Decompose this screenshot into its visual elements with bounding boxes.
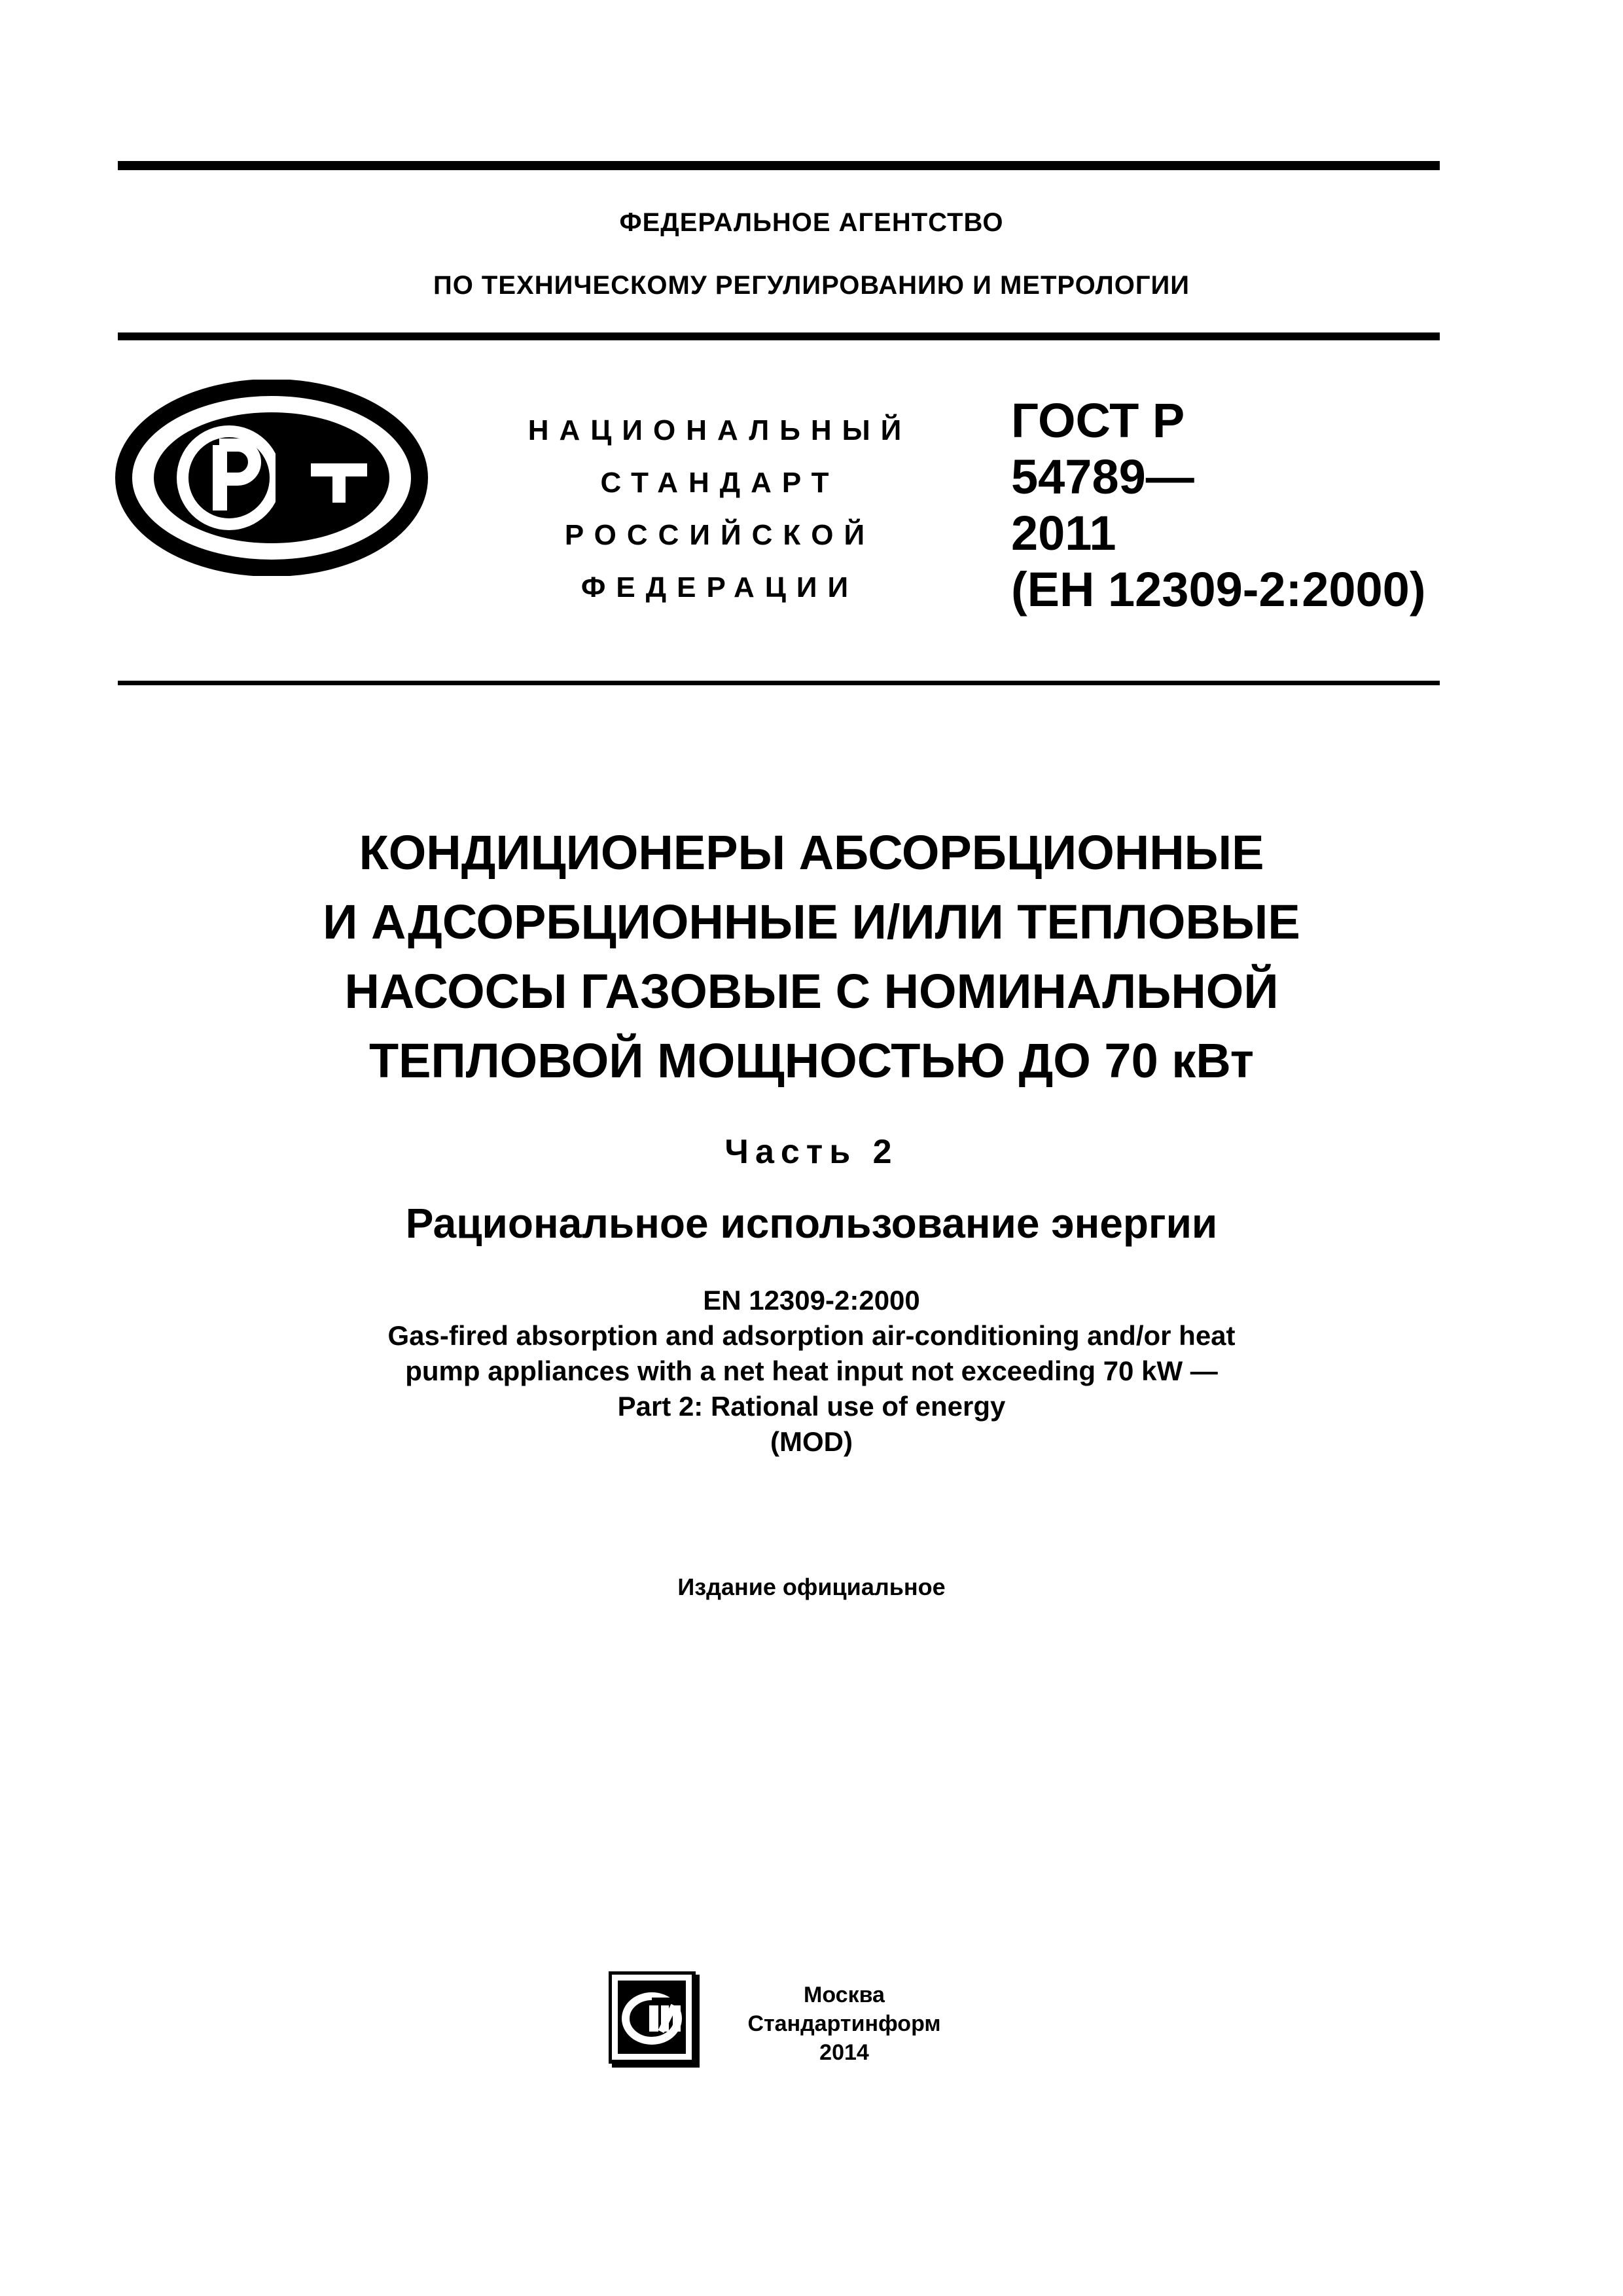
national-line-4: ФЕДЕРАЦИИ — [580, 571, 859, 603]
header-rule — [118, 332, 1440, 340]
en-line-2: Gas-fired absorption and adsorption air-conditioning and/or heat — [387, 1320, 1236, 1351]
publisher-city: Москва — [804, 1982, 885, 2007]
publisher-year: 2014 — [819, 2040, 869, 2065]
document-title — [0, 818, 1623, 1096]
title-line-1: КОНДИЦИОНЕРЫ АБСОРБЦИОННЫЕ — [359, 825, 1264, 880]
national-line-2: СТАНДАРТ — [600, 467, 840, 499]
part-label: Часть 2 — [724, 1133, 899, 1171]
en-reference — [0, 1283, 1623, 1460]
en-line-3: pump appliances with a net heat input not exceeding 70 kW — — [405, 1355, 1218, 1386]
stinform-logo-icon — [609, 1971, 700, 2068]
gost-line-1: ГОСТ Р — [1011, 393, 1185, 448]
en-line-4: Part 2: Rational use of energy — [617, 1391, 1006, 1422]
en-line-5: (MOD) — [770, 1426, 853, 1457]
title-line-4: ТЕПЛОВОЙ МОЩНОСТЬЮ ДО 70 кВт — [368, 1033, 1255, 1088]
document-subtitle: Рациональное использование энергии — [405, 1200, 1218, 1247]
edition-label: Издание официальное — [677, 1573, 946, 1600]
gost-line-4: (ЕН 12309-2:2000) — [1011, 562, 1426, 617]
national-line-1: НАЦИОНАЛЬНЫЙ — [527, 414, 912, 446]
gost-line-3: 2011 — [1011, 506, 1116, 560]
gost-designation — [1011, 393, 1425, 618]
national-standard-label — [484, 404, 955, 614]
national-line-3: РОССИЙСКОЙ — [564, 519, 876, 551]
top-rule — [118, 161, 1440, 170]
standard-block-rule — [118, 681, 1440, 685]
agency-line-1: ФЕДЕРАЛЬНОЕ АГЕНТСТВО — [619, 208, 1004, 237]
en-line-1: EN 12309-2:2000 — [703, 1285, 920, 1316]
gost-line-2: 54789— — [1011, 450, 1194, 504]
agency-line-2: ПО ТЕХНИЧЕСКОМУ РЕГУЛИРОВАНИЮ И МЕТРОЛОГИИ — [433, 271, 1190, 300]
publisher-block — [733, 1981, 955, 2067]
rst-logo-icon — [115, 380, 429, 576]
publisher-name: Стандартинформ — [747, 2011, 941, 2036]
title-line-3: НАСОСЫ ГАЗОВЫЕ С НОМИНАЛЬНОЙ — [344, 964, 1279, 1018]
title-line-2: И АДСОРБЦИОННЫЕ И/ИЛИ ТЕПЛОВЫЕ — [323, 895, 1300, 949]
